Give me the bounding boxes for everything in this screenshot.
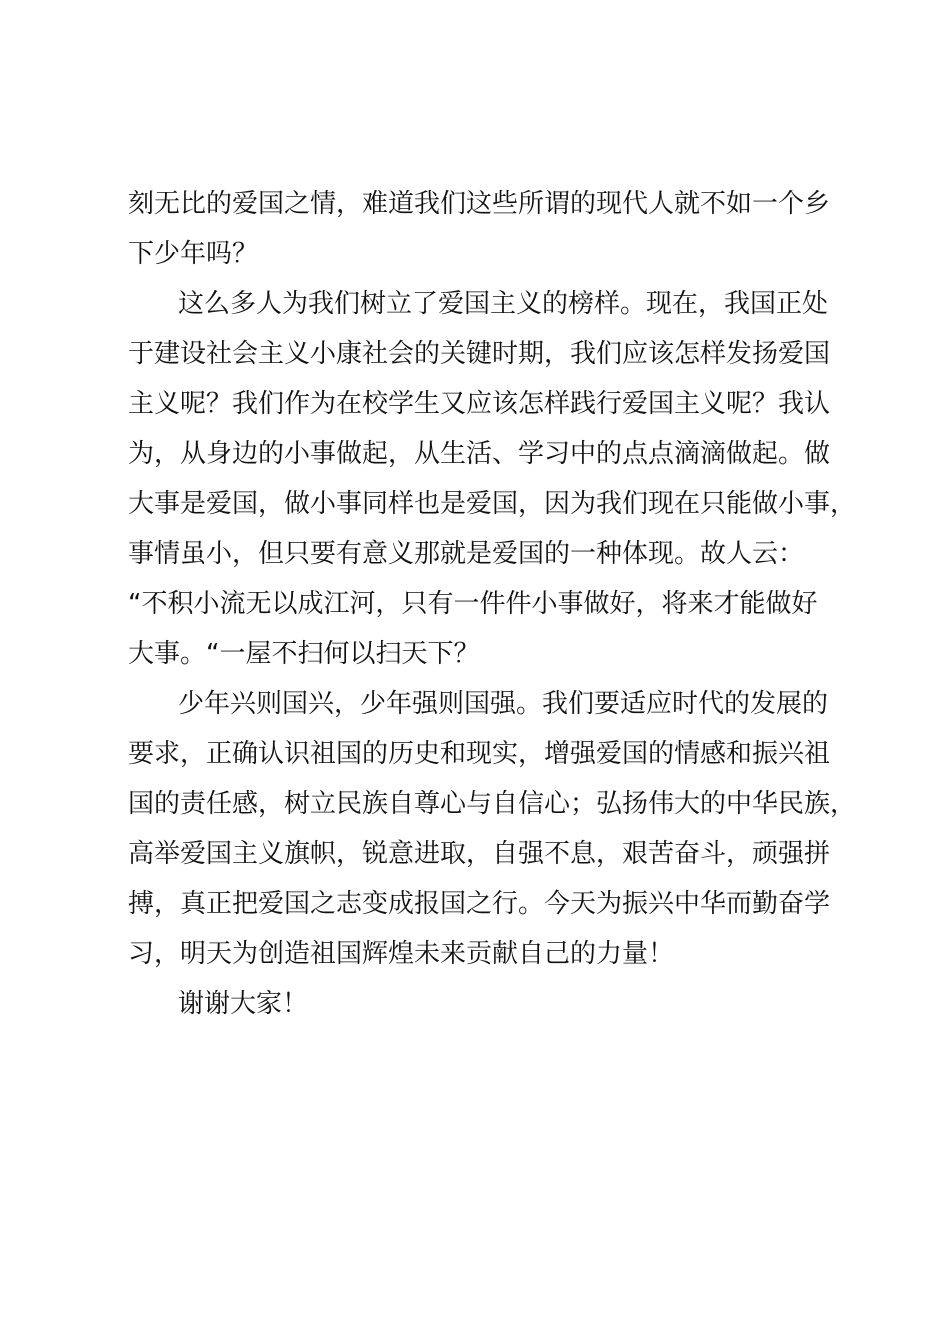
- text-line: 刻无比的爱国之情，难道我们这些所谓的现代人就不如一个乡: [128, 189, 831, 219]
- text-line: 大事。“一屋不扫何以扫天下？: [128, 639, 480, 669]
- text-line: 事情虽小，但只要有意义那就是爱国的一种体现。故人云：: [128, 539, 805, 569]
- text-line: 搏，真正把爱国之志变成报国之行。今天为振兴中华而勤奋学: [128, 889, 831, 919]
- text-line: 高举爱国主义旗帜，锐意进取，自强不息，艰苦奋斗，顽强拼: [128, 839, 831, 869]
- text-line: 要求，正确认识祖国的历史和现实，增强爱国的情感和振兴祖: [128, 739, 831, 769]
- text-line: 下少年吗？: [128, 239, 259, 269]
- text-line: 习，明天为创造祖国辉煌未来贡献自己的力量！: [128, 939, 675, 969]
- text-line: 大事是爱国，做小事同样也是爱国，因为我们现在只能做小事，: [128, 489, 857, 519]
- text-line: 主义呢？我们作为在校学生又应该怎样践行爱国主义呢？我认: [128, 389, 831, 419]
- paragraph-start-line: 这么多人为我们树立了爱国主义的榜样。现在，我国正处: [178, 289, 829, 319]
- text-line: “不积小流无以成江河，只有一件件小事做好，将来才能做好: [128, 589, 818, 619]
- text-line: 为，从身边的小事做起，从生活、学习中的点点滴滴做起。做: [128, 439, 831, 469]
- paragraph-start-line: 少年兴则国兴，少年强则国强。我们要适应时代的发展的: [178, 689, 829, 719]
- text-line: 国的责任感，树立民族自尊心与自信心；弘扬伟大的中华民族，: [128, 789, 857, 819]
- text-line: 于建设社会主义小康社会的关键时期，我们应该怎样发扬爱国: [128, 339, 831, 369]
- closing-line: 谢谢大家！: [178, 989, 309, 1019]
